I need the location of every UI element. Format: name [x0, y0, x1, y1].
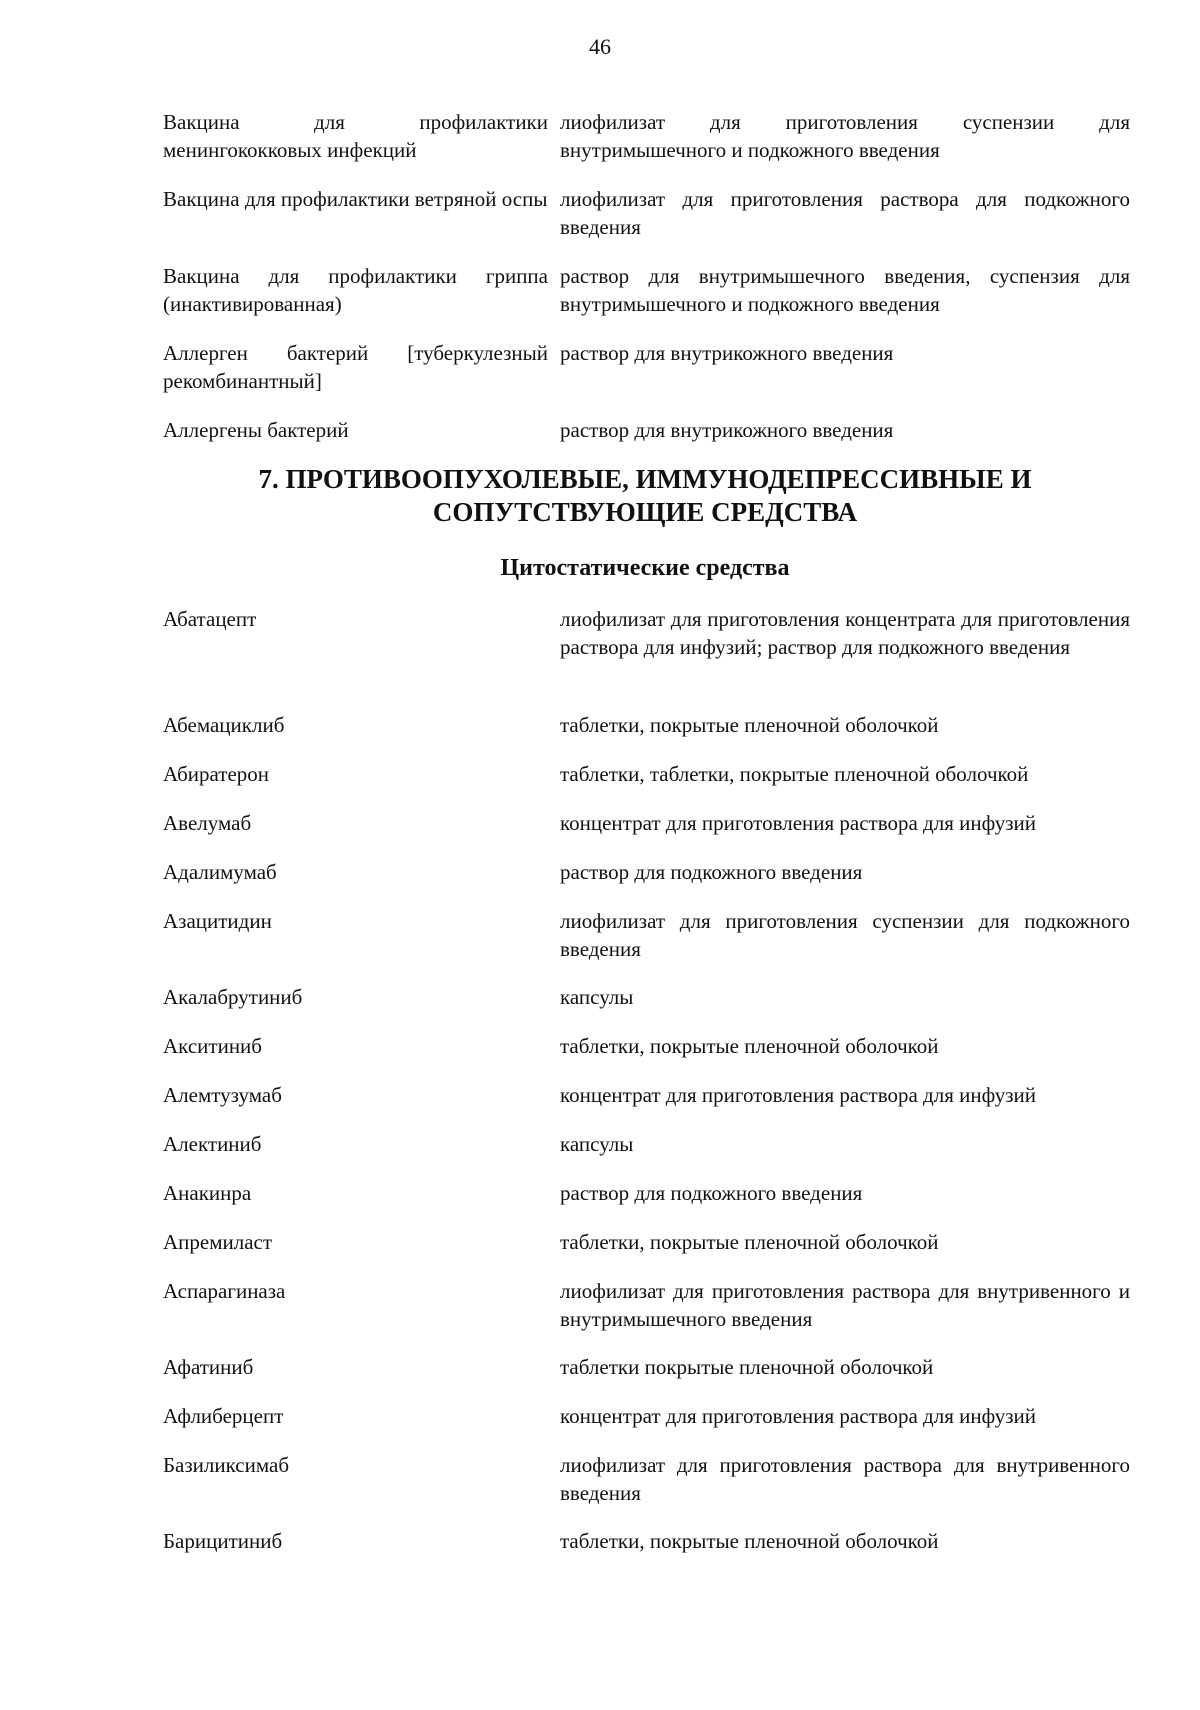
drug-name: Аллергены бактерий	[163, 418, 349, 442]
drug-name: Апремиласт	[163, 1230, 273, 1254]
list-item	[163, 1032, 1130, 1060]
list-item	[163, 1277, 1130, 1333]
drug-form: лиофилизат для приготовления суспензии для подкожного введения	[560, 909, 1130, 961]
drug-form: таблетки, покрытые пленочной оболочкой	[560, 1034, 939, 1058]
subsection-title: Цитостатические средства	[500, 555, 790, 581]
list-item	[163, 185, 1130, 241]
drug-form: лиофилизат для приготовления раствора для внутривенного введения	[560, 1453, 1130, 1505]
drug-name: Абемациклиб	[163, 713, 285, 737]
drug-form: концентрат для приготовления раствора для инфузий	[560, 1083, 1036, 1107]
list-item	[163, 108, 1130, 164]
list-item	[163, 1527, 1130, 1555]
drug-name: Вакцина для профилактики менингококковых инфекций	[163, 110, 548, 162]
list-item	[163, 262, 1130, 318]
list-item	[163, 907, 1130, 963]
drug-form: раствор для внутрикожного введения	[560, 418, 894, 442]
drug-form: лиофилизат для приготовления концентрата для приготовления раствора для инфузий; раствор для подкожного введения	[560, 607, 1130, 659]
drug-form: раствор для подкожного введения	[560, 860, 863, 884]
drug-form: таблетки, таблетки, покрытые пленочной оболочкой	[560, 762, 1029, 786]
drug-name: Акалабрутиниб	[163, 985, 303, 1009]
list-item	[163, 983, 1130, 1011]
drug-form: лиофилизат для приготовления раствора для внутривенного и внутримышечного введения	[560, 1279, 1130, 1331]
drug-form: таблетки покрытые пленочной оболочкой	[560, 1355, 934, 1379]
list-item	[163, 416, 1130, 444]
section-title-line-2: СОПУТСТВУЮЩИЕ СРЕДСТВА	[432, 497, 858, 527]
drug-name: Алемтузумаб	[163, 1083, 282, 1107]
drug-form: лиофилизат для приготовления суспензии для внутримышечного и подкожного введения	[560, 110, 1130, 162]
drug-name: Акситиниб	[163, 1034, 262, 1058]
drug-form: раствор для подкожного введения	[560, 1181, 863, 1205]
drug-form: таблетки, покрытые пленочной оболочкой	[560, 1529, 939, 1553]
drug-name: Анакинра	[163, 1181, 252, 1205]
list-item	[163, 1228, 1130, 1256]
list-item	[163, 760, 1130, 788]
drug-name: Базиликсимаб	[163, 1453, 290, 1477]
drug-name: Афатиниб	[163, 1355, 254, 1379]
list-item	[163, 858, 1130, 886]
list-item	[163, 809, 1130, 837]
list-item	[163, 339, 1130, 395]
drug-name: Барицитиниб	[163, 1529, 283, 1553]
section-title	[150, 463, 1140, 529]
list-item	[163, 711, 1130, 739]
drug-name: Абатацепт	[163, 607, 257, 631]
list-item	[163, 605, 1130, 661]
drug-form: таблетки, покрытые пленочной оболочкой	[560, 713, 939, 737]
list-item	[163, 1179, 1130, 1207]
drug-name: Авелумаб	[163, 811, 252, 835]
drug-name: Аллерген бактерий [туберкулезный рекомбинантный]	[163, 341, 548, 393]
list-item	[163, 1402, 1130, 1430]
drug-form: капсулы	[560, 1132, 634, 1156]
list-item	[163, 1353, 1130, 1381]
drug-form: лиофилизат для приготовления раствора для подкожного введения	[560, 187, 1130, 239]
drug-name: Алектиниб	[163, 1132, 262, 1156]
drug-form: концентрат для приготовления раствора для инфузий	[560, 811, 1036, 835]
drug-name: Азацитидин	[163, 909, 272, 933]
drug-form: концентрат для приготовления раствора для инфузий	[560, 1404, 1036, 1428]
list-item	[163, 1081, 1130, 1109]
drug-name: Аспарагиназа	[163, 1279, 286, 1303]
drug-name: Вакцина для профилактики гриппа (инактивированная)	[163, 264, 548, 316]
drug-name: Вакцина для профилактики ветряной оспы	[163, 187, 548, 211]
drug-form: раствор для внутримышечного введения, суспензия для внутримышечного и подкожного введения	[560, 264, 1130, 316]
drug-name: Афлиберцепт	[163, 1404, 284, 1428]
drug-form: раствор для внутрикожного введения	[560, 341, 894, 365]
page-number: 46	[589, 34, 611, 59]
drug-name: Адалимумаб	[163, 860, 277, 884]
list-item	[163, 1451, 1130, 1507]
drug-form: капсулы	[560, 985, 634, 1009]
drug-form: таблетки, покрытые пленочной оболочкой	[560, 1230, 939, 1254]
section-title-line-1: 7. ПРОТИВООПУХОЛЕВЫЕ, ИММУНОДЕПРЕССИВНЫЕ И	[258, 464, 1032, 494]
drug-name: Абиратерон	[163, 762, 270, 786]
list-item	[163, 1130, 1130, 1158]
